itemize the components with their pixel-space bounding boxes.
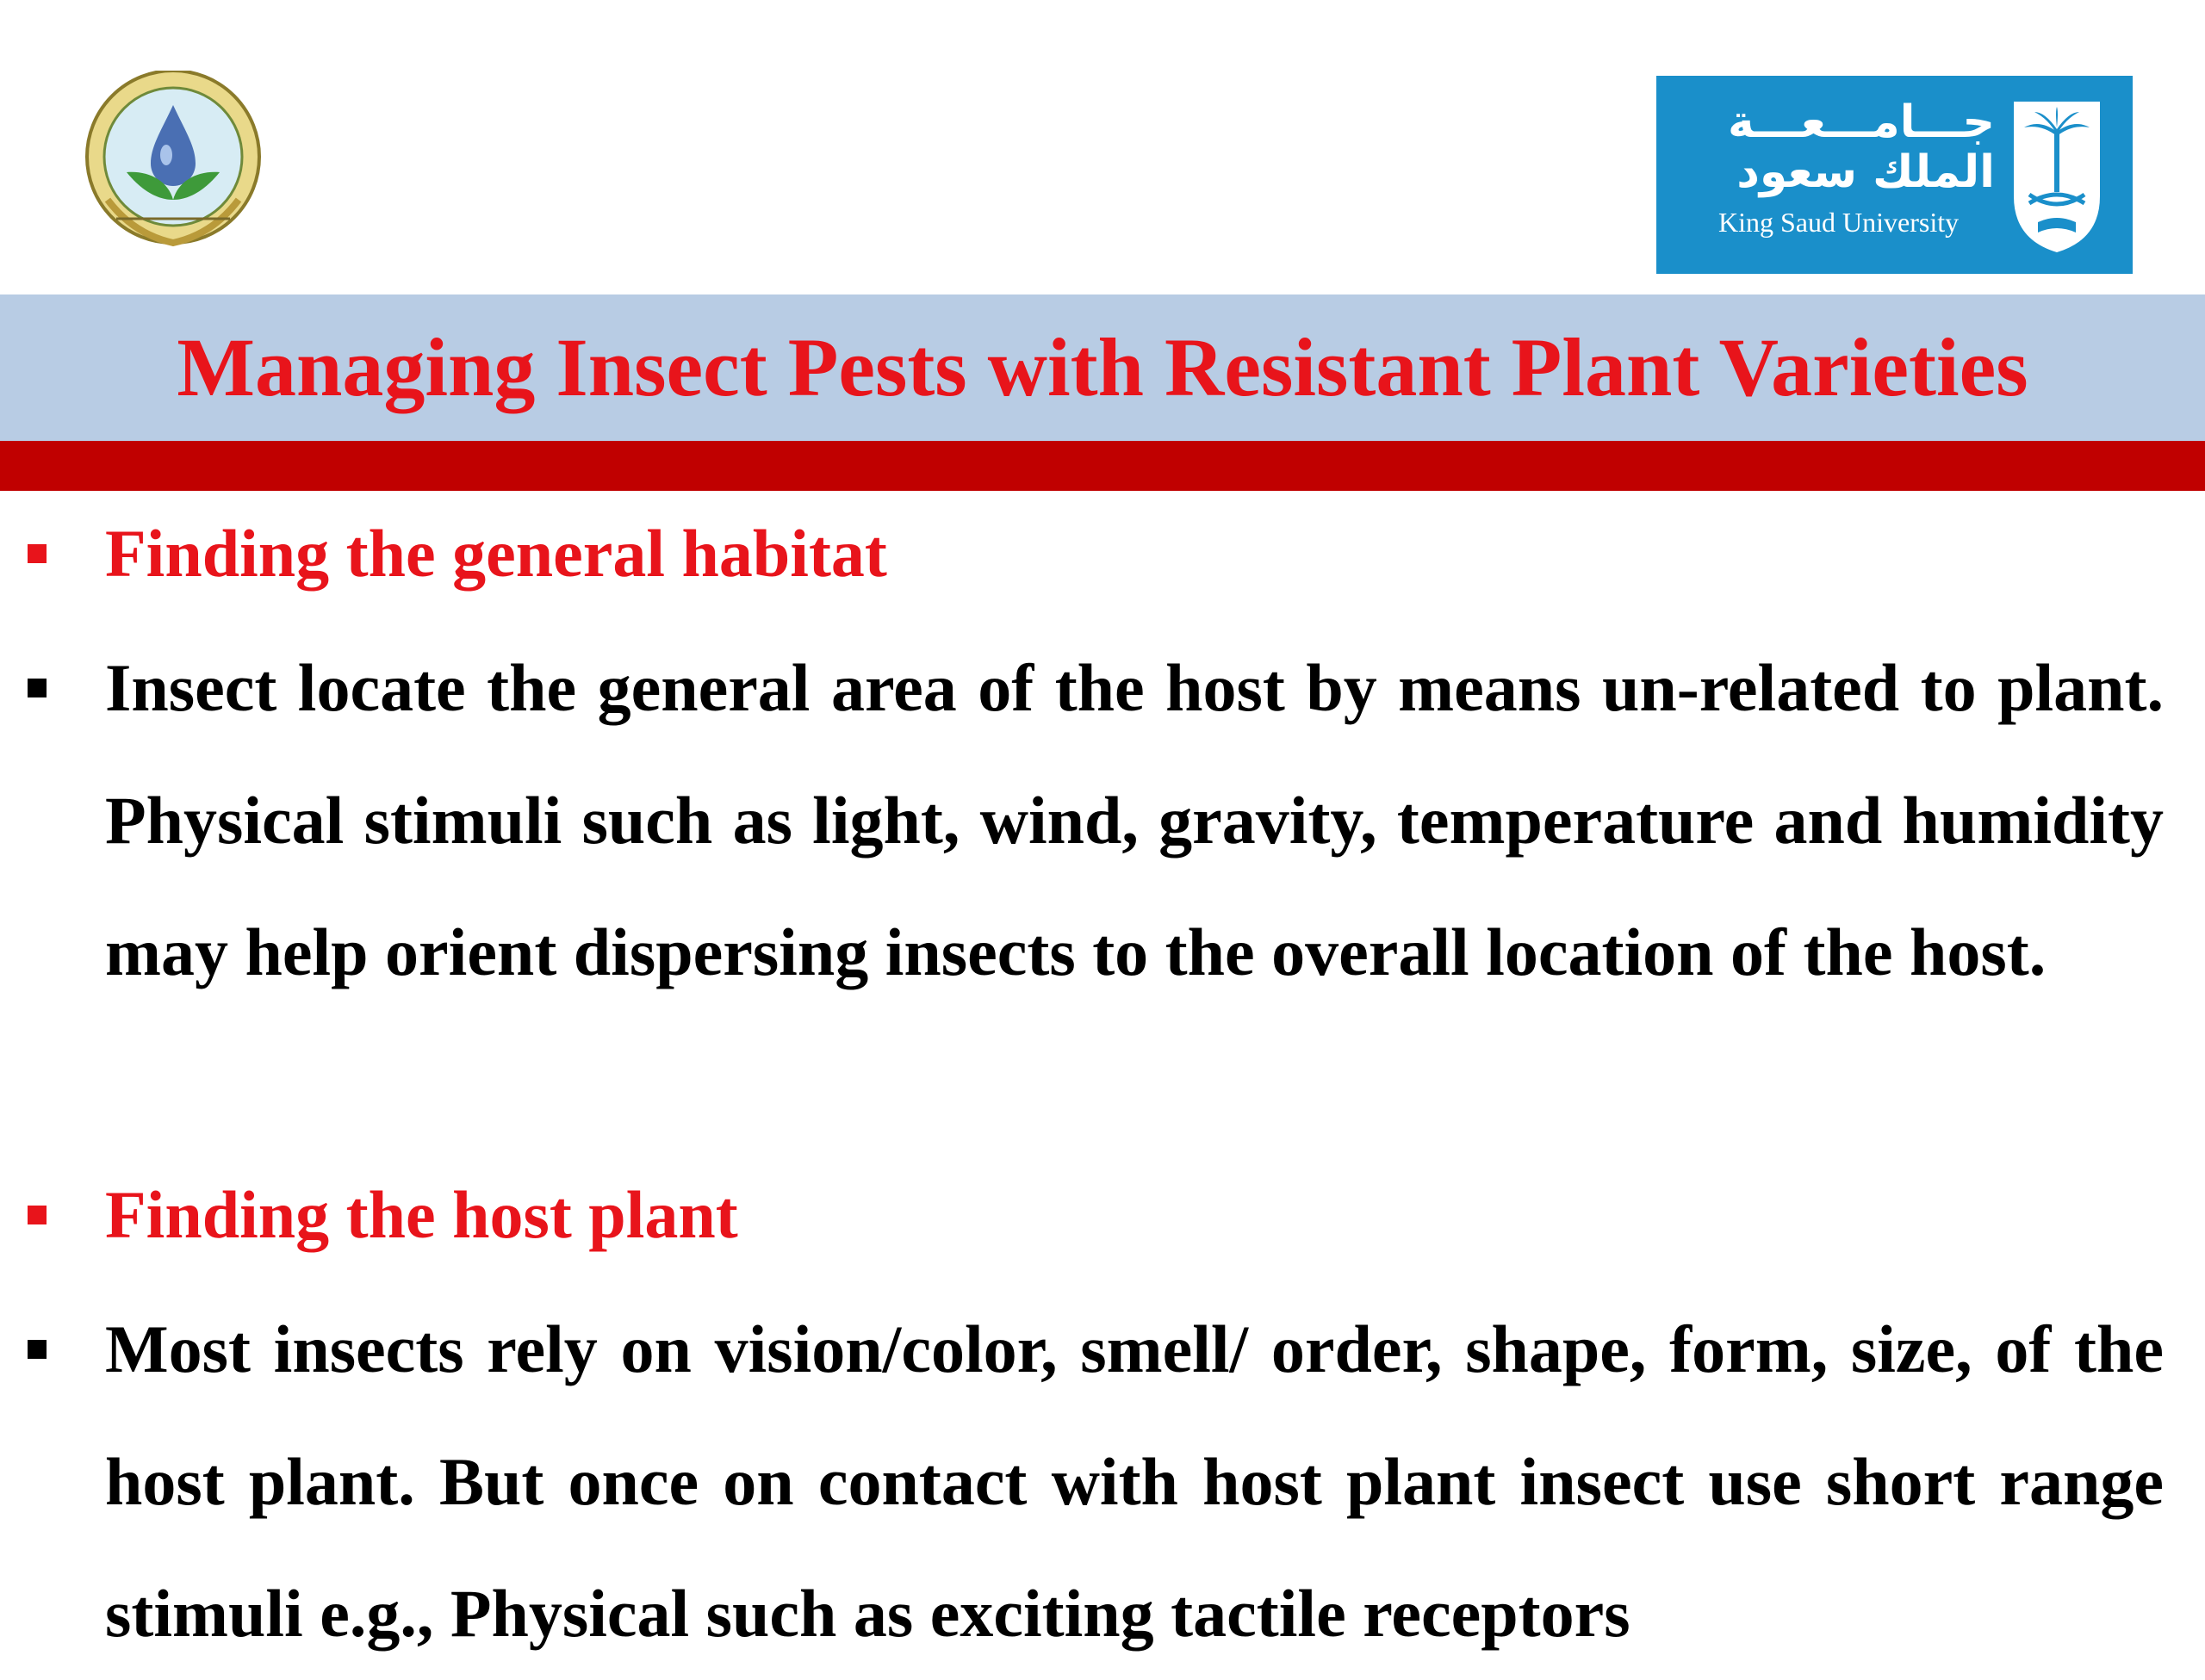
university-arabic-line-2: الملك سعود <box>1736 146 1995 198</box>
college-logo <box>82 71 264 253</box>
title-divider <box>0 441 2205 491</box>
paragraph: Most insects rely on vision/color, smell/ order, shape, form, size, of the host plant. But once on contact with host plant insect use short range stimuli e.g., Physical such as exciting tactile receptors <box>105 1311 2164 1651</box>
university-logo <box>1656 76 2133 274</box>
bullet-icon <box>28 1340 47 1359</box>
paragraph: Insect locate the general area of the host by means un-related to plant. Physical stimuli such as light, wind, gravity, temperature and humidity may help orient dispersing insects to the overall location of the host. <box>105 650 2164 989</box>
bullet-icon <box>28 679 47 697</box>
slide-title: Managing Insect Pests with Resistant Plant Varieties <box>177 321 2028 413</box>
university-arabic-line-1: جـــامـــعـــة <box>1727 96 1995 148</box>
bullet-icon <box>28 1206 47 1224</box>
bullet-icon <box>28 544 47 563</box>
section-heading: Finding the host plant <box>105 1177 738 1252</box>
palm-swords-emblem-icon <box>2005 93 2109 257</box>
title-band <box>0 294 2205 441</box>
university-english-name: King Saud University <box>1718 207 1960 238</box>
section-heading: Finding the general habitat <box>105 516 887 591</box>
